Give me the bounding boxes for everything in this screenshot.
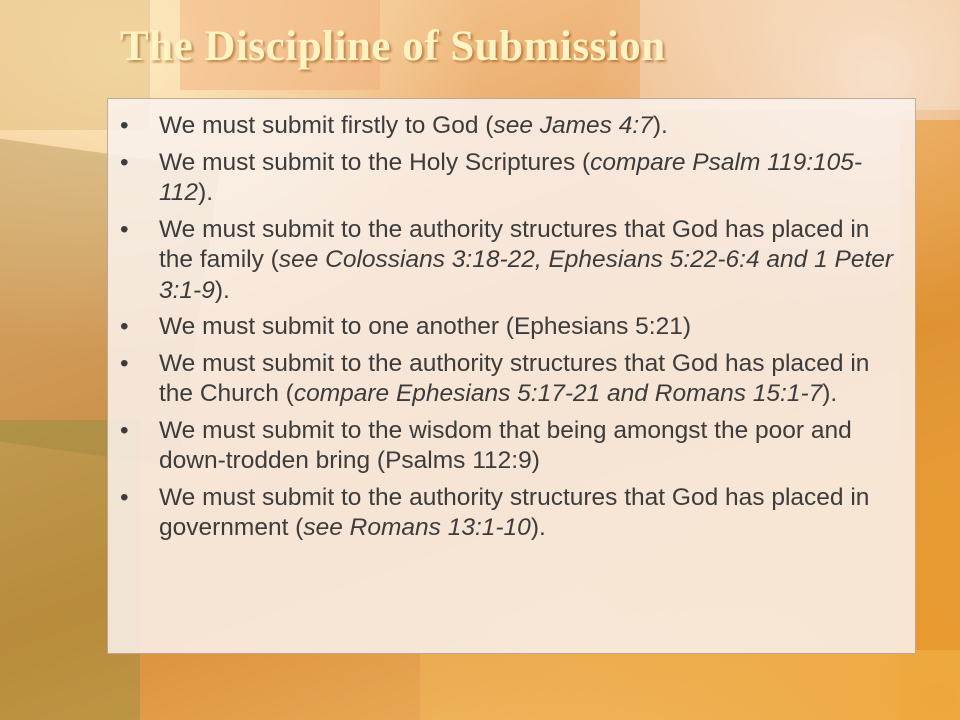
bullet-text: ).: [530, 514, 546, 541]
bullet-text: ).: [652, 112, 668, 139]
bullet-dot-icon: •: [120, 483, 129, 511]
scripture-reference: see James 4:7: [493, 112, 653, 139]
scripture-reference: see Romans 13:1-10: [303, 514, 531, 541]
slide-title: The Discipline of Submission: [120, 23, 666, 70]
bullet-dot-icon: •: [120, 313, 129, 340]
scripture-reference: compare Ephesians 5:17-21 and Romans 15:1-7: [293, 380, 823, 407]
background-shape: [420, 650, 960, 720]
bullet-dot-icon: •: [120, 349, 129, 377]
bullet-text: We must submit to the Holy Scriptures (: [159, 148, 591, 176]
bullet-dot-icon: •: [120, 416, 129, 444]
bullet-dot-icon: •: [120, 148, 129, 176]
bullet-item: [108, 416, 895, 477]
bullet-text: ).: [198, 179, 214, 206]
bullet-item: [108, 349, 895, 410]
bullet-dot-icon: •: [120, 112, 129, 139]
content-panel: [107, 98, 916, 654]
bullet-dot-icon: •: [120, 215, 129, 243]
bullet-item: [108, 148, 895, 209]
background-shape: [640, 0, 960, 110]
bullet-text: We must submit to the authority structures that God has placed in government (: [159, 483, 870, 541]
bullet-text: ).: [822, 380, 838, 407]
bullet-item: [108, 312, 895, 343]
bullet-text: We must submit to the authority structures that God has placed in the family (: [159, 215, 870, 273]
bullet-text: We must submit to one another (Ephesians 5:21): [159, 313, 692, 340]
bullet-text: We must submit firstly to God (: [159, 112, 494, 139]
scripture-reference: compare Psalm 119:105-112: [159, 148, 863, 206]
bullet-item: [108, 215, 895, 307]
bullet-list: [108, 99, 915, 544]
bullet-text: ).: [214, 276, 230, 304]
scripture-reference: see Colossians 3:18-22, Ephesians 5:22-6:4 and 1 Peter 3:1-9: [159, 246, 894, 304]
bullet-item: [108, 111, 895, 142]
bullet-item: [108, 483, 895, 544]
bullet-text: We must submit to the authority structures that God has placed in the Church (: [159, 349, 870, 407]
bullet-text: We must submit to the wisdom that being amongst the poor and down-trodden bring (Psalms 112:9): [159, 416, 852, 474]
